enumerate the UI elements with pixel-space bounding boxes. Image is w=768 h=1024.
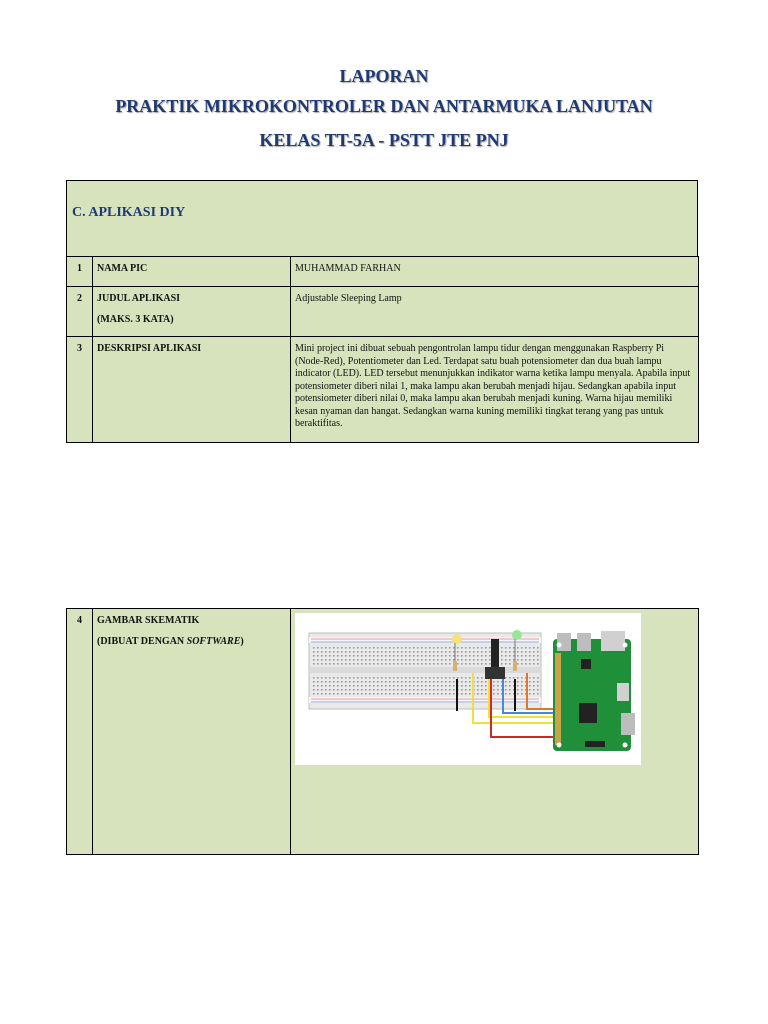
schematic-cell [291,609,699,855]
section-header [66,180,698,257]
row-label: DESKRIPSI APLIKASI [93,337,291,443]
table-row [67,287,699,337]
row-number: 2 [67,287,93,337]
app-description: Mini project ini dibuat sebuah pengontrolan lampu tidur dengan menggunakan Raspberry Pi (Node-Red), Potentiometer dan Led. Terdapat satu buah potensiometer dan dua buah lampu indicator (LED). LED tersebut menunjukkan indikator warna ketika lampu menyala. Apabila input potensiometer diberi nilai 1, maka lampu akan berubah menjadi hijau. Sedangkan apabila input potensiometer diberi nilai 0, maka lampu akan berubah menjadi kuning. Warna hijau memiliki kesan nyaman dan hangat. Sedangkan warna kuning memiliki tingkat terang yang pas untuk beraktifitas. [291,337,699,443]
row-label-main: JUDUL APLIKASI [97,293,181,304]
schematic-image [295,613,641,765]
row-number: 1 [67,257,93,287]
row-label [93,609,291,855]
table-row [67,337,699,443]
section-title: C. APLIKASI DIY [72,205,186,220]
app-title: Adjustable Sleeping Lamp [291,287,699,337]
report-title: LAPORAN [339,66,429,86]
table-row [67,609,699,855]
row-number: 3 [67,337,93,443]
table-row [67,257,699,287]
row-label-sub: (MAKS. 3 KATA) [97,313,174,325]
row-label-main: GAMBAR SKEMATIK [97,615,200,626]
row-label [93,287,291,337]
info-table [66,256,699,443]
report-subtitle: PRAKTIK MIKROKONTROLER DAN ANTARMUKA LANJUTAN [115,96,653,116]
pic-name: MUHAMMAD FARHAN [291,257,699,287]
row-label: NAMA PIC [93,257,291,287]
report-class: KELAS TT-5A - PSTT JTE PNJ [259,130,509,150]
row-label-sub: (DIBUAT DENGAN SOFTWARE) [97,635,244,647]
row-number: 4 [67,609,93,855]
schematic-table [66,608,699,855]
